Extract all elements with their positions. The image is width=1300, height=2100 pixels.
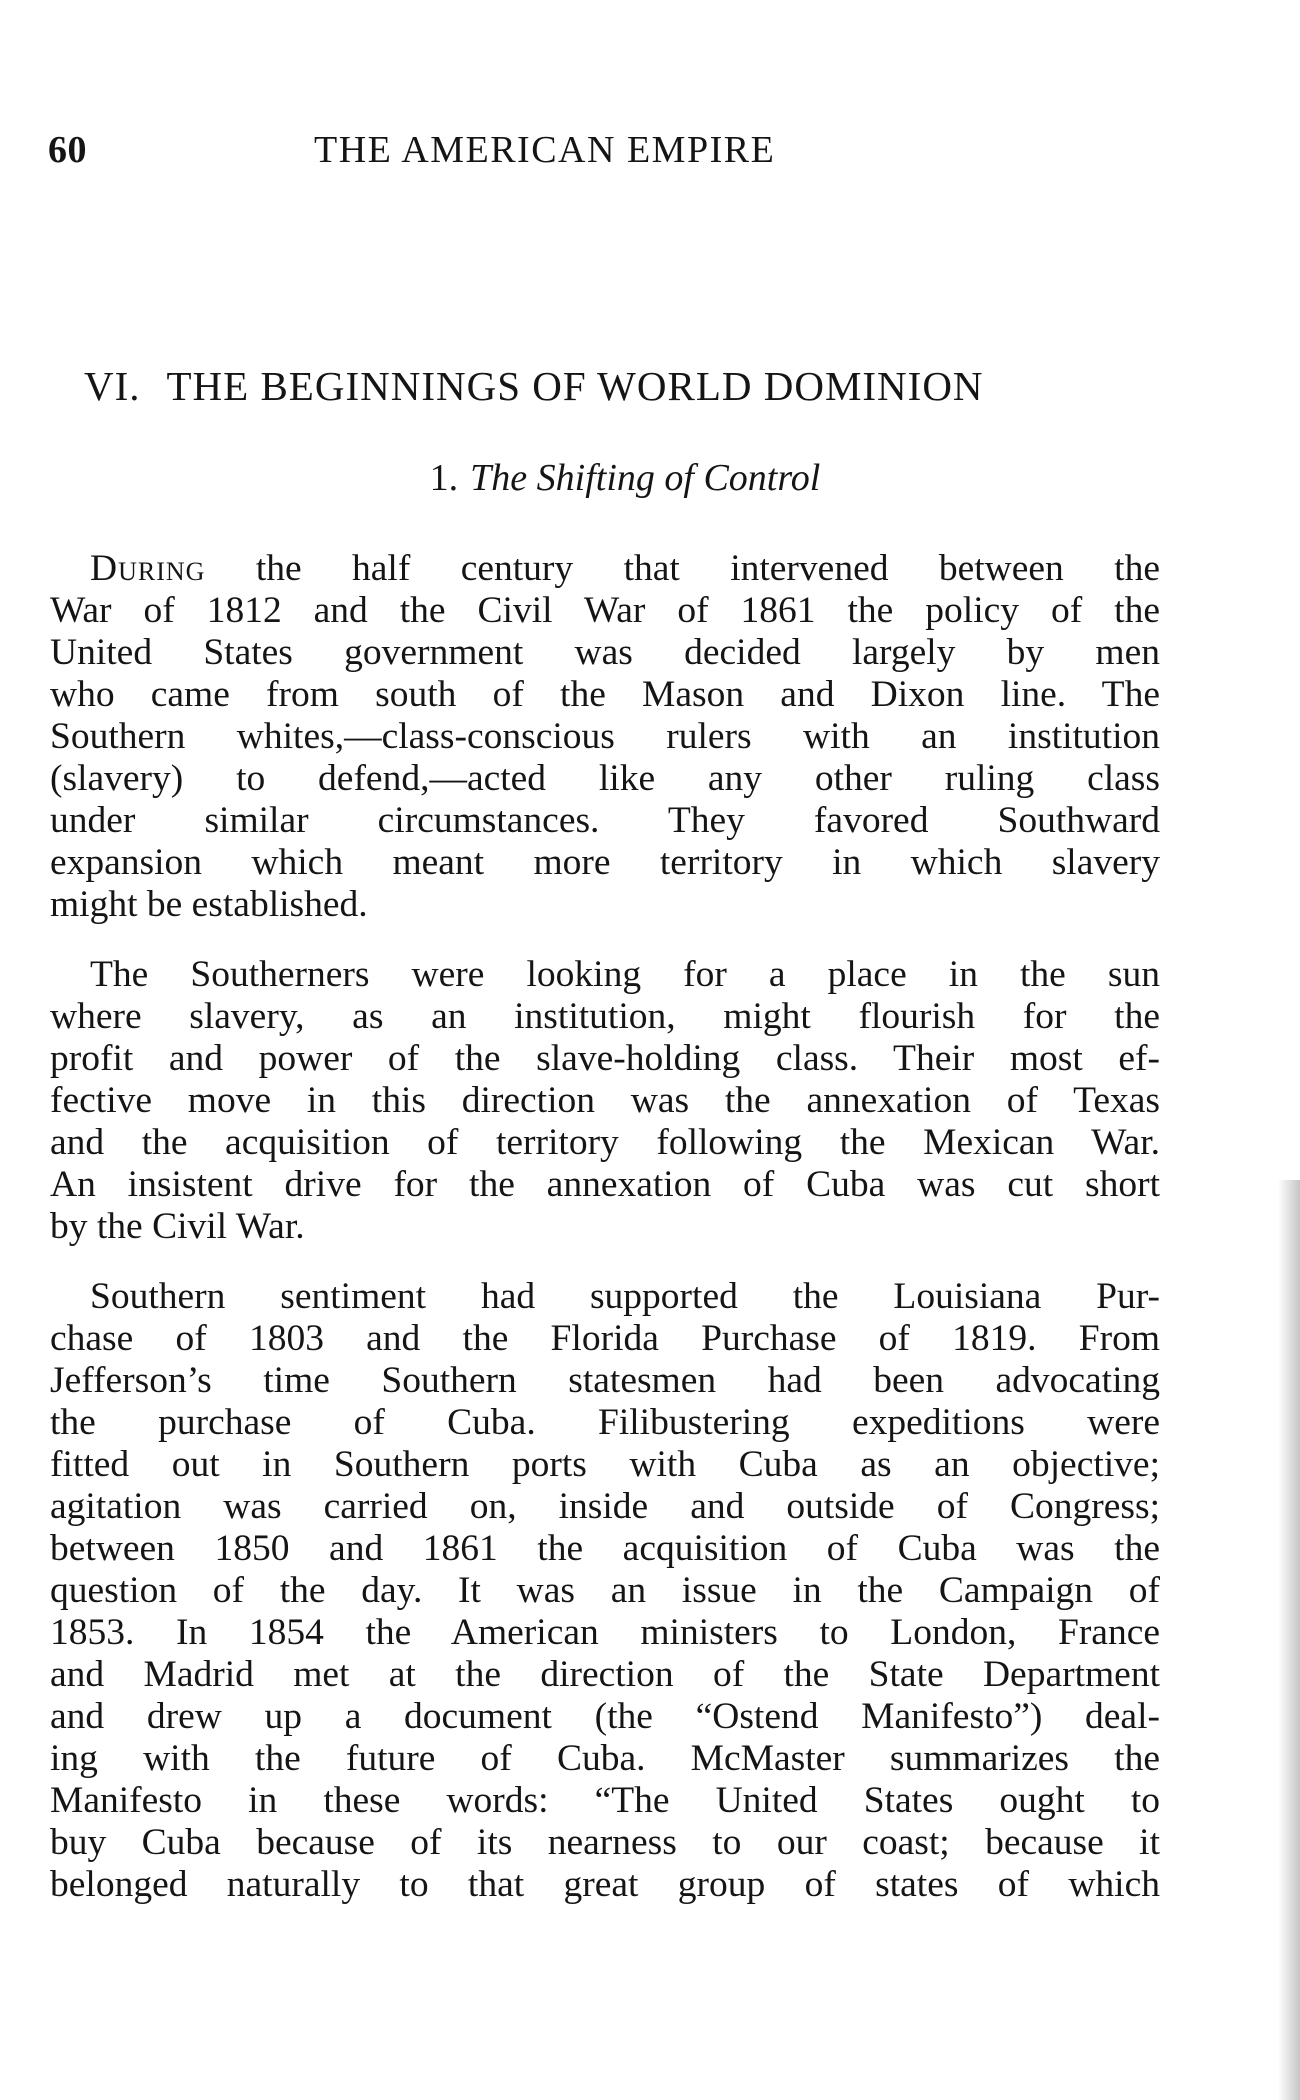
paragraph-3 <box>50 1276 1160 1906</box>
text-line: (slavery) to defend,—acted like any other ruling class <box>50 758 1160 799</box>
text-line: and Madrid met at the direction of the State Department <box>50 1654 1160 1695</box>
text-line: War of 1812 and the Civil War of 1861 the policy of the <box>50 590 1160 631</box>
text-line: agitation was carried on, inside and outside of Congress; <box>50 1486 1160 1527</box>
section-title: The Shifting of Control <box>470 457 821 499</box>
text-line: question of the day. It was an issue in the Campaign of <box>50 1570 1160 1611</box>
text-line: under similar circumstances. They favored Southward <box>50 800 1160 841</box>
text-line: Southern sentiment had supported the Louisiana Pur- <box>90 1276 1160 1317</box>
text-line: belonged naturally to that great group of states of which <box>50 1864 1160 1905</box>
text-line: fective move in this direction was the annexation of Texas <box>50 1080 1160 1121</box>
text-line: United States government was decided largely by men <box>50 632 1160 673</box>
text-line: between 1850 and 1861 the acquisition of Cuba was the <box>50 1528 1160 1569</box>
text-line: where slavery, as an institution, might flourish for the <box>50 996 1160 1037</box>
text-line: 1853. In 1854 the American ministers to London, France <box>50 1612 1160 1653</box>
text-line: chase of 1803 and the Florida Purchase of 1819. From <box>50 1318 1160 1359</box>
text-line: the purchase of Cuba. Filibustering expeditions were <box>50 1402 1160 1443</box>
page-number: 60 <box>48 129 87 171</box>
text-line: The Southerners were looking for a place in the sun <box>90 954 1160 995</box>
section-number: 1. <box>429 457 459 499</box>
text-line: An insistent drive for the annexation of Cuba was cut short <box>50 1164 1160 1205</box>
lead-word: During <box>90 548 206 589</box>
text-line: Southern whites,—class-conscious rulers with an institution <box>50 716 1160 757</box>
chapter-heading <box>84 362 1174 410</box>
chapter-title: THE BEGINNINGS OF WORLD DOMINION <box>166 363 984 409</box>
text-line: expansion which meant more territory in which slavery <box>50 842 1160 883</box>
text-line: During the half century that intervened between the <box>90 548 1160 589</box>
text-line: who came from south of the Mason and Dixon line. The <box>50 674 1160 715</box>
running-title: THE AMERICAN EMPIRE <box>314 129 776 171</box>
text-line: Manifesto in these words: “The United States ought to <box>50 1780 1160 1821</box>
text-line: buy Cuba because of its nearness to our coast; because it <box>50 1822 1160 1863</box>
text-line: and the acquisition of territory following the Mexican War. <box>50 1122 1160 1163</box>
text-line: Jefferson’s time Southern statesmen had been advocating <box>50 1360 1160 1401</box>
text-line: ing with the future of Cuba. McMaster summarizes the <box>50 1738 1160 1779</box>
text-line: by the Civil War. <box>50 1206 305 1247</box>
chapter-number: VI. <box>84 363 141 409</box>
paragraph-1 <box>50 548 1160 926</box>
text-line: fitted out in Southern ports with Cuba as an objective; <box>50 1444 1160 1485</box>
text-line: and drew up a document (the “Ostend Manifesto”) deal- <box>50 1696 1160 1737</box>
paragraph-2 <box>50 954 1160 1248</box>
page-edge-shadow <box>1278 1180 1300 2100</box>
body-text <box>50 548 1160 1934</box>
text-line: might be established. <box>50 884 368 925</box>
text-line: profit and power of the slave-holding class. Their most ef- <box>50 1038 1160 1079</box>
running-head <box>48 128 1168 178</box>
section-heading <box>0 456 1250 500</box>
